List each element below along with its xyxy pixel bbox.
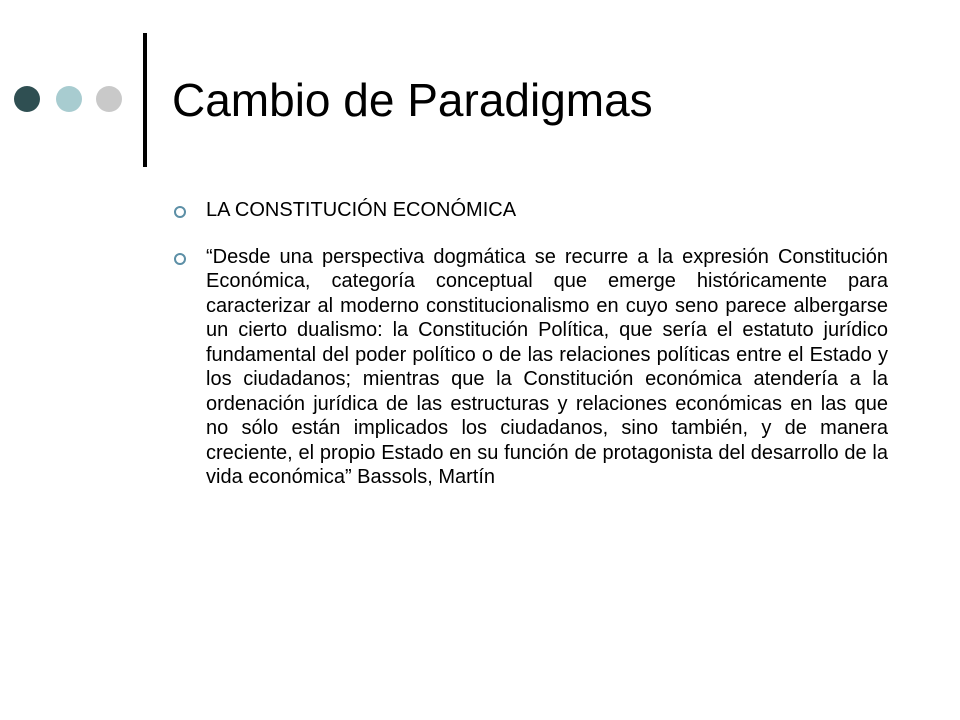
bullet-list xyxy=(172,198,888,490)
bullet-item xyxy=(172,245,888,490)
decor-dot-dark xyxy=(14,86,40,112)
slide-title: Cambio de Paradigmas xyxy=(172,74,653,126)
bullet-text: “Desde una perspectiva dogmática se recurre a la expresión Constitución Económica, categoría conceptual que emerge históricamente para caracterizar al moderno constitucionalismo en cuyo seno parece albergarse un cierto dualismo: la Constitución Política, que sería el estatuto jurídico fundamental del poder político o de las relaciones políticas entre el Estado y los ciudadanos; mientras que la Constitución económica atendería a la ordenación jurídica de las estructuras y relaciones económicas en las que no sólo están implicados los ciudadanos, sino también, y de manera creciente, el propio Estado en su función de protagonista del desarrollo de la vida económica” Bassols, Martín xyxy=(206,245,888,488)
ring-bullet-icon xyxy=(174,206,186,218)
bullet-item xyxy=(172,198,888,223)
title-divider xyxy=(143,33,147,167)
decor-dot-teal xyxy=(56,86,82,112)
bullet-text: LA CONSTITUCIÓN ECONÓMICA xyxy=(206,199,517,221)
ring-bullet-icon xyxy=(174,253,186,265)
decor-dot-gray xyxy=(96,86,122,112)
